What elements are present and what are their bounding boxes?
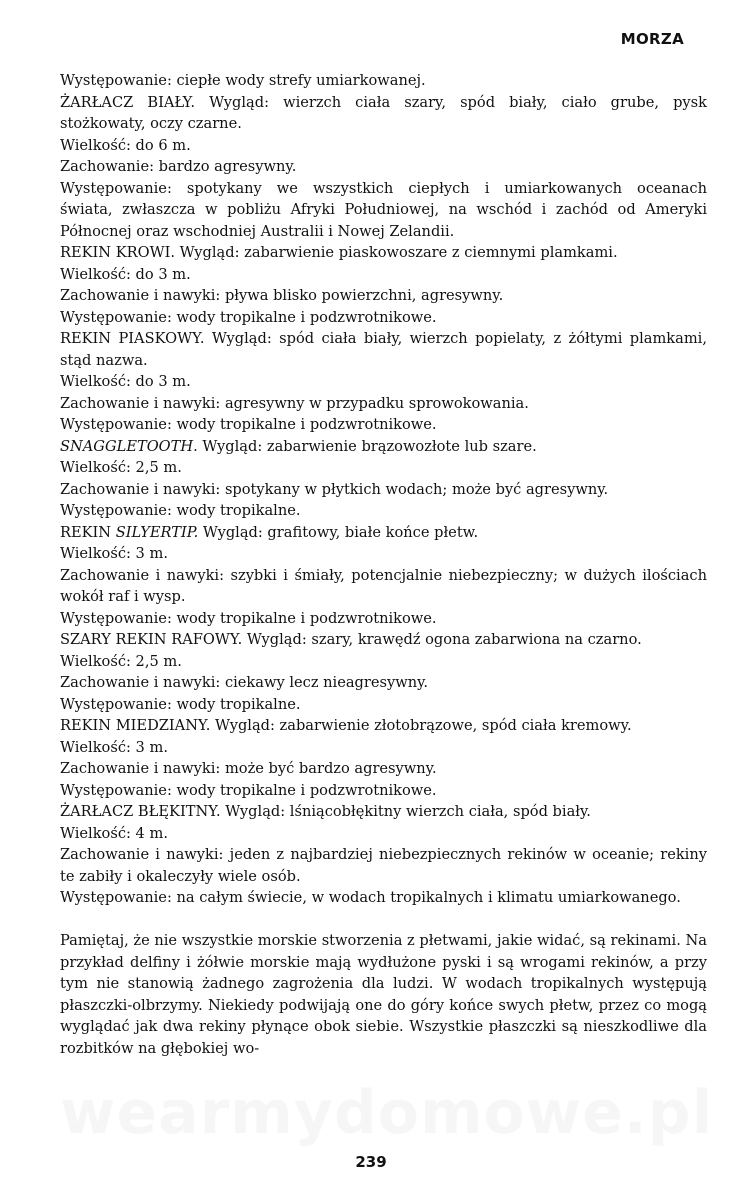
watermark [60,1078,713,1148]
text-line: Wielkość: 2,5 m. [60,652,182,670]
text-line: Zachowanie i nawyki: agresywny w przypadku sprowokowania. [60,394,529,412]
text-line: Wielkość: 3 m. [60,738,168,756]
text-line: stożkowaty, oczy czarne. [60,115,242,132]
text-line: Występowanie: wody tropikalne. [60,502,301,519]
text-line: Występowanie: wody tropikalne i podzwrotnikowe. [60,609,437,627]
text-line: Występowanie: wody tropikalne i podzwrotnikowe. [60,781,437,799]
text-block: REKIN PIASKOWY. Wygląd: spód ciała biały, wierzch popielaty, z żółtymi plamkami, stąd nazwa. [60,330,707,369]
text-line: REKIN MIEDZIANY. Wygląd: zabarwienie złotobrązowe, spód ciała kremowy. [60,717,632,734]
text-line: REKIN KROWI. Wygląd: zabarwienie piaskowoszare z ciemnymi plamkami. [60,244,618,261]
text-line: Występowanie: wody tropikalne. [60,695,301,713]
text-block: Zachowanie i nawyki: jeden z najbardziej niebezpiecznych rekinów w oceanie; rekiny te zabiły i okaleczyły wiele osób. [60,846,707,885]
text-line: Wielkość: do 6 m. [60,136,191,154]
text-line: Zachowanie i nawyki: pływa blisko powierzchni, agresywny. [60,287,504,304]
text-block: Występowanie: na całym świecie, w wodach tropikalnych i klimatu umiarkowanego. [60,889,681,906]
text-block: Zachowanie i nawyki: szybki i śmiały, potencjalnie niebezpieczny; w dużych ilościach wokół raf i wysp. [60,566,707,605]
paragraph-gap [60,909,707,931]
text-line: Wielkość: 4 m. [60,824,168,842]
text-line: Występowanie: spotykany we wszystkich ciepłych i umiarkowanych oceanach [60,179,707,197]
closing-paragraph: Pamiętaj, że nie wszystkie morskie stworzenia z płetwami, jakie widać, są rekinami. Na przykład delfiny i żółwie morskie mają wydłużone pyski i są wrogami rekinów, a przy tym nie stanowią żadnego zagrożenia dla ludzi. W wodach tropikalnych występują płaszczki-olbrzymy. Niekiedy podwijają one do góry końce swych płetw, przez co mogą wyglądać jak dwa rekiny płynące obok siebie. Wszystkie płaszczki są nieszkodliwe dla rozbitków na głębokiej wo- [60,932,707,1057]
text-line: Wielkość: 3 m. [60,545,168,562]
text-block: SZARY REKIN RAFOWY. Wygląd: szary, krawędź ogona zabarwiona na czarno. [60,631,642,648]
text-line: ŻARŁACZ BIAŁY. Wygląd: wierzch ciała szary, spód biały, ciało grube, pysk [60,93,707,111]
text-line: ŻARŁACZ BŁĘKITNY. Wygląd: lśniącobłękitny wierzch ciała, spód biały. [60,803,591,820]
text-line: Wielkość: do 3 m. [60,265,191,283]
page-body [60,70,707,1059]
text-line: REKIN SILYERTIP. Wygląd: grafitowy, białe końce płetw. [60,523,479,541]
text-line: Zachowanie: bardzo agresywny. [60,158,297,175]
text-line: SNAGGLETOOTH. Wygląd: zabarwienie brązowozłote lub szare. [60,437,537,455]
text-block: świata, zwłaszcza w pobliżu Afryki Południowej, na wschód i zachód od Ameryki Północnej oraz wschodniej Australii i Nowej Zelandii. [60,201,707,240]
text-line: Zachowanie i nawyki: ciekawy lecz nieagresywny. [60,674,429,691]
text-line: Zachowanie i nawyki: może być bardzo agresywny. [60,760,437,777]
text-line: Występowanie: wody tropikalne i podzwrotnikowe. [60,416,437,433]
text-line: Wielkość: 2,5 m. [60,459,182,476]
text-line: Występowanie: wody tropikalne i podzwrotnikowe. [60,308,437,326]
text-line: Zachowanie i nawyki: spotykany w płytkich wodach; może być agresywny. [60,480,609,498]
section-header: MORZA [620,30,684,48]
text-line: Występowanie: ciepłe wody strefy umiarkowanej. [60,72,426,89]
text-line: Wielkość: do 3 m. [60,373,191,390]
page-number: 239 [355,1153,387,1171]
